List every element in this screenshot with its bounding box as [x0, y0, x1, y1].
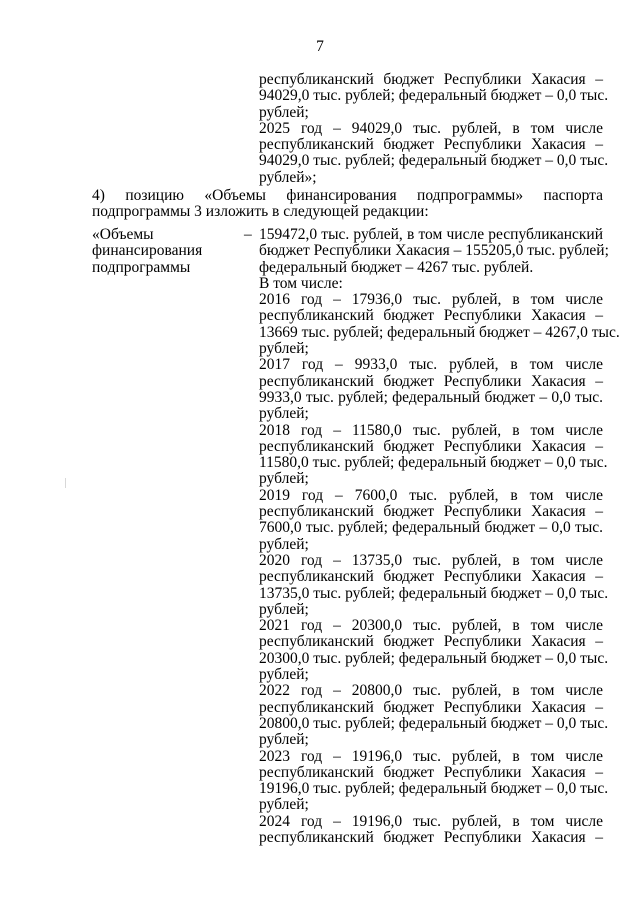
text-line: 2018 год – 11580,0 тыс. рублей, в том числе — [259, 421, 603, 439]
text-line: рублей; — [259, 600, 309, 618]
funding-text-block — [259, 226, 620, 846]
text-line: рублей; — [259, 103, 309, 121]
text-line: рублей; — [259, 470, 309, 488]
text-line: 13669 тыс. рублей; федеральный бюджет – 4267,0 тыс. — [259, 323, 620, 341]
text-line: республиканский бюджет Республики Хакасия – — [259, 307, 603, 325]
label-line: «Объемы — [92, 226, 154, 243]
text-line: республиканский бюджет Республики Хакасия – — [259, 372, 603, 390]
text-line: 94029,0 тыс. рублей; федеральный бюджет – 0,0 тыс. — [259, 152, 609, 170]
text-line: рублей; — [259, 796, 309, 814]
text-line: 2021 год – 20300,0 тыс. рублей, в том числе — [259, 617, 603, 635]
text-line: 2023 год – 19196,0 тыс. рублей, в том числе — [259, 747, 603, 765]
amendment-paragraph — [92, 188, 603, 221]
text-line: республиканский бюджет Республики Хакасия – — [259, 437, 603, 455]
continued-text-block — [259, 71, 609, 186]
text-line: 2019 год – 7600,0 тыс. рублей, в том числе — [259, 486, 603, 504]
text-line: 19196,0 тыс. рублей; федеральный бюджет – 0,0 тыс. — [259, 780, 609, 798]
text-line: 7600,0 тыс. рублей; федеральный бюджет – 0,0 тыс. — [259, 519, 603, 537]
text-line: республиканский бюджет Республики Хакасия – — [259, 71, 603, 88]
text-line: федеральный бюджет – 4267 тыс. рублей. — [259, 258, 534, 276]
text-line: 13735,0 тыс. рублей; федеральный бюджет – 0,0 тыс. — [259, 584, 609, 602]
text-line: 2022 год – 20800,0 тыс. рублей, в том числе — [259, 682, 603, 700]
label-line: подпрограммы — [92, 258, 191, 276]
text-line: рублей; — [259, 666, 309, 684]
text-line: республиканский бюджет Республики Хакасия – — [259, 828, 603, 846]
text-line: 20800,0 тыс. рублей; федеральный бюджет – 0,0 тыс. — [259, 714, 609, 732]
text-line: 11580,0 тыс. рублей; федеральный бюджет – 0,0 тыс. — [259, 454, 608, 472]
text-line: 2017 год – 9933,0 тыс. рублей, в том числе — [259, 356, 603, 374]
text-line: рублей; — [259, 731, 309, 749]
label-dash: – — [244, 226, 252, 243]
text-line: республиканский бюджет Республики Хакасия – — [259, 503, 603, 521]
page-number: 7 — [316, 38, 324, 55]
position-label — [92, 227, 242, 276]
text-line: республиканский бюджет Республики Хакасия – — [259, 136, 603, 154]
text-line: 9933,0 тыс. рублей; федеральный бюджет – 0,0 тыс. — [259, 388, 603, 406]
text-line: республиканский бюджет Республики Хакасия – — [259, 698, 603, 716]
text-line: 2024 год – 19196,0 тыс. рублей, в том числе — [259, 812, 603, 830]
text-line: рублей; — [259, 340, 309, 358]
text-line: В том числе: — [259, 274, 343, 292]
text-line: 2025 год – 94029,0 тыс. рублей, в том числе — [259, 119, 603, 137]
text-line: 20300,0 тыс. рублей; федеральный бюджет – 0,0 тыс. — [259, 649, 609, 667]
text-line: республиканский бюджет Республики Хакасия – — [259, 633, 603, 651]
text-line: рублей; — [259, 405, 309, 423]
text-line: бюджет Республики Хакасия – 155205,0 тыс. рублей; — [259, 242, 609, 260]
text-line: рублей»; — [259, 168, 317, 186]
text-line: республиканский бюджет Республики Хакасия – — [259, 763, 603, 781]
paragraph-line: подпрограммы 3 изложить в следующей редакции: — [92, 203, 429, 221]
text-line: 159472,0 тыс. рублей, в том числе республиканский — [259, 226, 603, 243]
text-line: 2020 год – 13735,0 тыс. рублей, в том числе — [259, 551, 603, 569]
label-line: финансирования — [92, 242, 203, 260]
paragraph-line: 4) позицию «Объемы финансирования подпрограммы» паспорта — [92, 187, 603, 204]
text-line: 2016 год – 17936,0 тыс. рублей, в том числе — [259, 291, 603, 309]
text-line: рублей; — [259, 535, 309, 553]
text-line: республиканский бюджет Республики Хакасия – — [259, 568, 603, 586]
scan-artifact — [65, 478, 66, 488]
text-line: 94029,0 тыс. рублей; федеральный бюджет – 0,0 тыс. — [259, 87, 609, 105]
